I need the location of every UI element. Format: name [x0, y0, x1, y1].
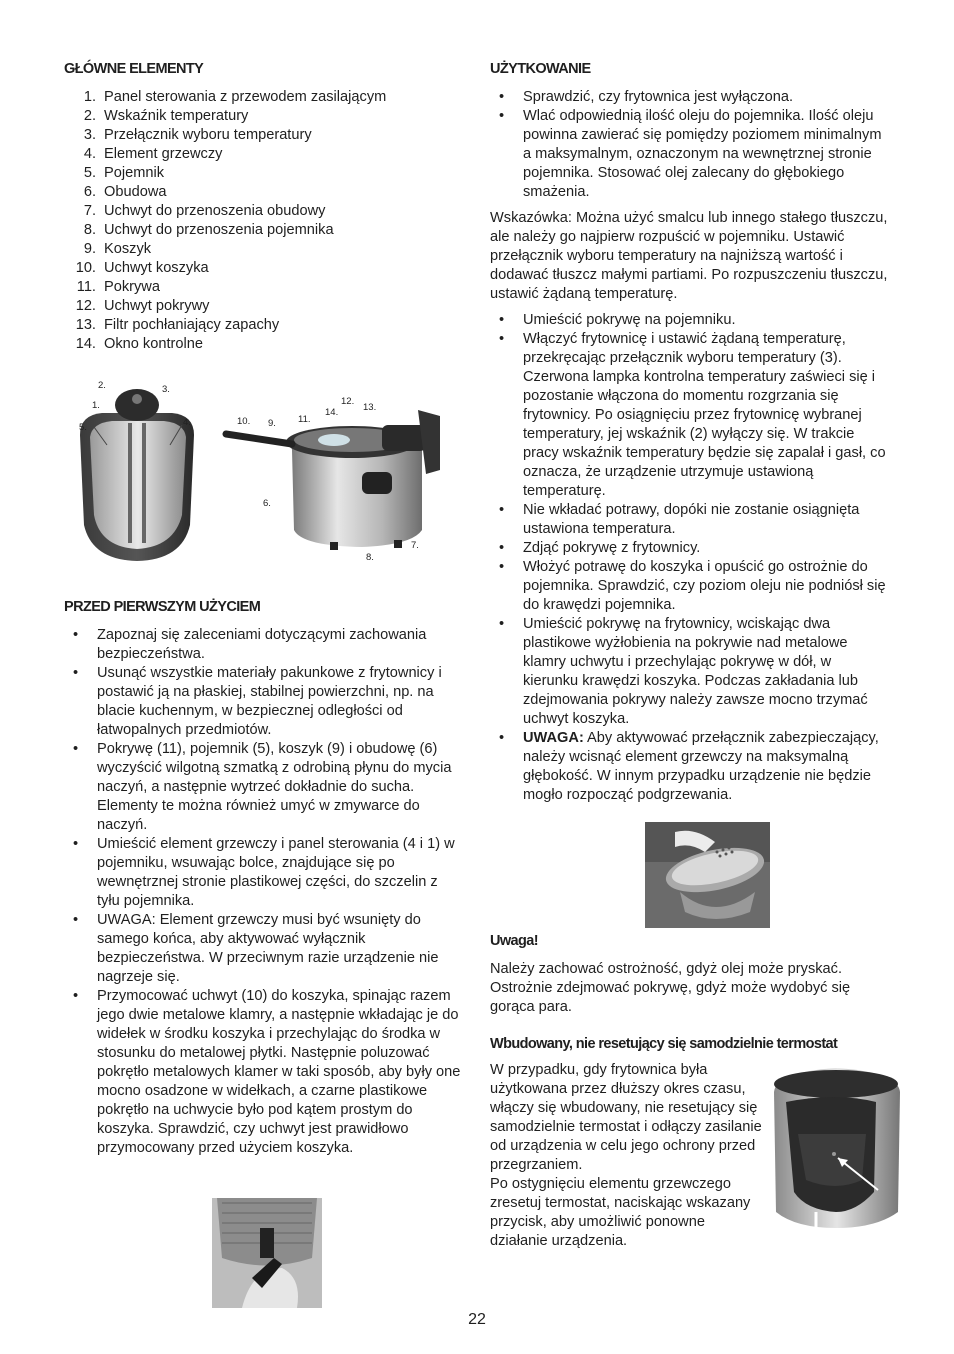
component-item [64, 278, 464, 297]
usage-item: • Wlać odpowiednią ilość oleju do pojemnika. Ilość oleju powinna zawierać się pomiędzy poziomem minimalnym a maksymalnym, oznaczonym na wewnętrznej stronie pojemnika. Stosować olej zalecany do głębokiego smażenia. [490, 107, 890, 202]
component-number: 12. [75, 298, 96, 314]
component-label: Uchwyt pokrywy [104, 298, 210, 314]
component-label: Okno kontrolne [104, 336, 203, 352]
component-label: Przełącznik wyboru temperatury [104, 127, 312, 143]
component-label: Panel sterowania z przewodem zasilającym [104, 89, 387, 105]
warning-text: Aby aktywować przełącznik zabezpieczający, należy wcisnąć element grzewczy na maksymalną głębokość. W innym przypadku urządzenie nie będzie mogło rozpocząć podgrzewania. [523, 730, 879, 803]
usage-item: • Umieścić pokrywę na frytownicy, wciskając dwa plastikowe wyżłobienia na pokrywie nad metalowe klamry uchwytu i przechylając pokrywę w dół, w kierunku krawędzi koszyka. Podczas zakładania lub zdejmowania pokrywy należy zawsze mocno trzymać uchwyt koszyka. [490, 615, 890, 729]
label-10: 10. [237, 416, 251, 427]
components-list [64, 88, 464, 354]
before-use-item: • Przymocować uchwyt (10) do koszyka, spinając razem jego dwie metalowe klamry, a następnie wkładając je do widełek w środku koszyka i przechylając do środka w stosunku do metalowej płytki. Następnie poluzować pokrętło metalowych klamer w taki sposób, aby były one mocno osadzone w widełkach, a czarne plastikowe pokrętło na uchwycie było pod kątem prostym do koszyka. Sprawdzić, czy uchwyt jest prawidłowo przymocowany przed użyciem koszyka. [64, 987, 464, 1158]
component-label: Element grzewczy [104, 146, 223, 162]
component-item [64, 88, 464, 107]
label-3: 3. [162, 384, 170, 395]
component-number: 4. [83, 146, 96, 162]
component-item [64, 297, 464, 316]
before-use-item: • Pokrywę (11), pojemnik (5), koszyk (9) i obudowę (6) wyczyścić wilgotną szmatką z odrobiną płynu do mycia naczyń, a następnie wytrzeć dokładnie do sucha. Elementy te można również umyć w zmywarce do naczyń. [64, 740, 464, 835]
component-number: 5. [83, 165, 96, 181]
usage-list-b [490, 311, 890, 729]
component-number: 10. [75, 260, 96, 276]
usage-item: • Włączyć frytownicę i ustawić żądaną temperaturę, przekręcając przełącznik wyboru temperatury (3). Czerwona lampka kontrolna temperatury zaświeci się i pozostanie włączona do momentu rozgrzania się frytownicy. Po osiągnięciu przez frytownicę wybranej temperatury, jej wskaźnik (2) wyłączy się. W trakcie pracy wskaźnik temperatury będzie się zapalał i gasł, co oznacza, że urządzenie utrzymuje ustawioną temperaturę. [490, 330, 890, 501]
label-7: 7. [411, 540, 419, 551]
component-item [64, 183, 464, 202]
before-first-use-section [64, 598, 464, 1158]
component-item [64, 335, 464, 354]
component-number: 13. [75, 317, 96, 333]
component-item [64, 240, 464, 259]
component-number: 3. [83, 127, 96, 143]
warning-item [490, 729, 890, 805]
label-4: 4. [183, 417, 191, 428]
usage-list-a [490, 88, 890, 202]
usage-item: • Sprawdzić, czy frytownica jest wyłączona. [490, 88, 890, 107]
label-11: 11. [298, 414, 311, 425]
component-number: 14. [75, 336, 96, 352]
thermostat-text-block [490, 1061, 762, 1251]
basket-handle-photo [212, 1198, 322, 1308]
warning-list [490, 729, 890, 805]
thermostat-section [490, 1035, 890, 1063]
component-item [64, 164, 464, 183]
component-label: Pokrywa [104, 279, 160, 295]
label-1: 1. [92, 400, 100, 411]
component-item [64, 107, 464, 126]
component-label: Filtr pochłaniający zapachy [104, 317, 280, 333]
usage-item: • Nie wkładać potrawy, dopóki nie zostanie osiągnięta ustawiona temperatura. [490, 501, 890, 539]
caution-text: Należy zachować ostrożność, gdyż olej może pryskać. Ostrożnie zdejmować pokrywę, gdyż może wydobyć się gorąca para. [490, 961, 851, 1015]
label-6: 6. [263, 498, 271, 509]
usage-item: • Włożyć potrawę do koszyka i opuścić go ostrożnie do pojemnika. Sprawdzić, czy poziom oleju nie podniósł się do krawędzi pojemnika. [490, 558, 890, 615]
component-number: 9. [83, 241, 96, 257]
component-item [64, 145, 464, 164]
before-use-item: • UWAGA: Element grzewczy musi być wsunięty do samego końca, aby aktywować wyłącznik bezpieczeństwa. W przeciwnym razie urządzenie nie nagrzeje się. [64, 911, 464, 987]
label-13: 13. [363, 402, 377, 413]
component-label: Uchwyt do przenoszenia obudowy [104, 203, 326, 219]
caution-heading: Uwaga! [490, 933, 538, 949]
label-9: 9. [268, 418, 276, 429]
before-first-use-list [64, 626, 464, 1158]
usage-item: • Umieścić pokrywę na pojemniku. [490, 311, 890, 330]
warning-label: UWAGA: [523, 730, 584, 746]
label-8: 8. [366, 552, 374, 563]
before-use-item: • Zapoznaj się zaleceniami dotyczącymi zachowania bezpieczeństwa. [64, 626, 464, 664]
component-label: Uchwyt do przenoszenia pojemnika [104, 222, 334, 238]
thermostat-heading: Wbudowany, nie resetujący się samodzielnie termostat [490, 1036, 838, 1052]
label-12: 12. [341, 396, 355, 407]
component-label: Wskaźnik temperatury [104, 108, 249, 124]
component-item [64, 221, 464, 240]
main-elements-heading: GŁÓWNE ELEMENTY [64, 61, 204, 77]
thermostat-text-2: Po ostygnięciu elementu grzewczego zresetuj termostat, naciskając wskazany przycisk, aby umożliwić ponowne działanie urządzenia. [490, 1176, 751, 1249]
thermostat-text: W przypadku, gdy frytownica była użytkowana przez dłuższy okres czasu, włączy się wbudowany, nie resetujący się samodzielnie termostat i odłączy zasilanie od urządzenia w celu jego ochrony przed przegrzaniem. [490, 1062, 762, 1173]
hint-paragraph: Wskazówka: Można użyć smalcu lub innego stałego tłuszczu, ale należy go najpierw rozpuścić w pojemniku. Ustawić przełącznik wyboru temperatury na najniższą wartość i dodawać tłuszcz małymi partiami. Po rozpuszczeniu tłuszczu, ustawić żądaną temperaturę. [490, 210, 888, 302]
component-item [64, 126, 464, 145]
label-2: 2. [98, 380, 106, 391]
page-number: 22 [468, 1311, 486, 1328]
before-use-item: • Usunąć wszystkie materiały pakunkowe z frytownicy i postawić ją na płaskiej, stabilnej powierzchni, np. na blacie kuchennym, w bezpiecznej odległości od łatwopalnych przedmiotów. [64, 664, 464, 740]
component-number: 2. [83, 108, 96, 124]
component-number: 8. [83, 222, 96, 238]
component-item [64, 202, 464, 221]
component-number: 1. [83, 89, 96, 105]
usage-heading: UŻYTKOWANIE [490, 61, 591, 77]
left-column [64, 60, 464, 354]
caution-section [490, 932, 890, 1017]
component-label: Koszyk [104, 241, 152, 257]
right-column [490, 60, 890, 805]
lid-on-basket-photo [645, 822, 770, 928]
component-item [64, 259, 464, 278]
component-label: Obudowa [104, 184, 167, 200]
before-use-item: • Umieścić element grzewczy i panel sterowania (4 i 1) w pojemniku, wsuwając bolce, znajdujące się po wewnętrznej stronie plastikowej części, do szczelin z tyłu pojemnika. [64, 835, 464, 911]
thermostat-reset-photo [766, 1062, 908, 1230]
component-number: 6. [83, 184, 96, 200]
before-first-use-heading: PRZED PIERWSZYM UŻYCIEM [64, 599, 261, 615]
label-5: 5. [79, 422, 87, 433]
component-label: Uchwyt koszyka [104, 260, 209, 276]
component-item [64, 316, 464, 335]
component-label: Pojemnik [104, 165, 165, 181]
component-number: 11. [76, 279, 96, 295]
usage-item: • Zdjąć pokrywę z frytownicy. [490, 539, 890, 558]
component-number: 7. [83, 203, 96, 219]
label-14: 14. [325, 407, 339, 418]
